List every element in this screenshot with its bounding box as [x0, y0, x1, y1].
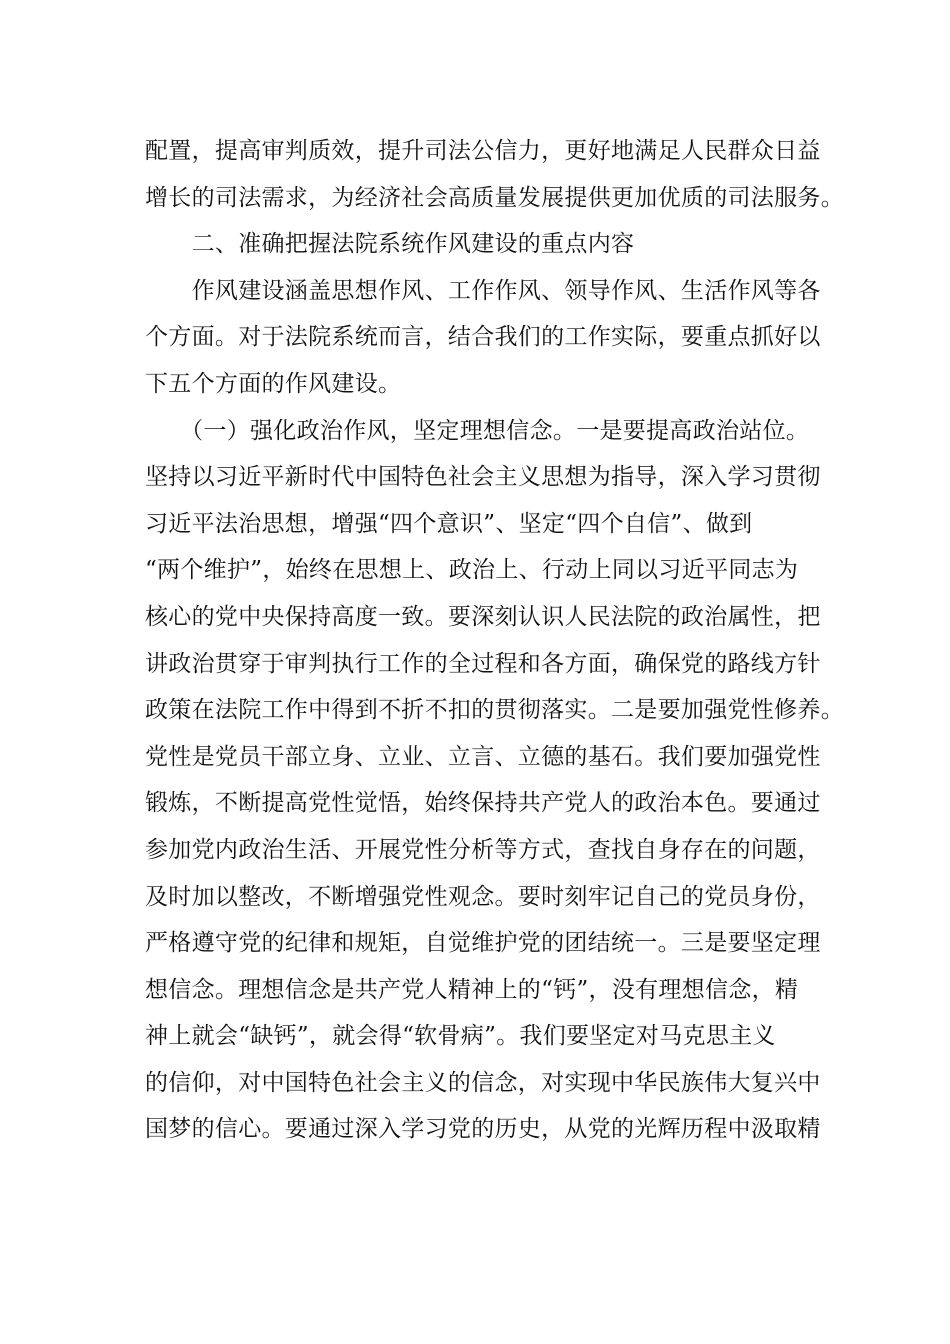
- text-line: 党性是党员干部立身、立业、立言、立德的基石。我们要加强党性: [145, 743, 821, 770]
- text-line: 下五个方面的作风建设。: [145, 370, 402, 397]
- document-body: [145, 128, 844, 1153]
- text-line: 严格遵守党的纪律和规矩，自觉维护党的团结统一。三是要坚定理: [145, 930, 821, 957]
- text-line: 参加党内政治生活、开展党性分析等方式，查找自身存在的问题，: [145, 836, 821, 863]
- text-line: 锻炼，不断提高党性觉悟，始终保持共产党人的政治本色。要通过: [145, 790, 821, 817]
- text-line: “两个维护”，始终在思想上、政治上、行动上同以习近平同志为: [145, 557, 799, 584]
- text-line: 作风建设涵盖思想作风、工作作风、领导作风、生活作风等各: [145, 277, 821, 304]
- text-line: 想信念。理想信念是共产党人精神上的“钙”，没有理想信念，精: [145, 976, 799, 1003]
- text-line: 的信仰，对中国特色社会主义的信念，对实现中华民族伟大复兴中: [145, 1069, 821, 1096]
- text-line: 讲政治贯穿于审判执行工作的全过程和各方面，确保党的路线方针: [145, 650, 821, 677]
- text-line: 个方面。对于法院系统而言，结合我们的工作实际，要重点抓好以: [145, 324, 821, 351]
- text-line: 核心的党中央保持高度一致。要深刻认识人民法院的政治属性，把: [145, 603, 821, 630]
- subsection-heading-line: （一）强化政治作风，坚定理想信念。一是要提高政治站位。: [145, 417, 810, 444]
- text-line: 神上就会“缺钙”，就会得“软骨病”。我们要坚定对马克思主义: [145, 1023, 776, 1050]
- text-line: 国梦的信心。要通过深入学习党的历史，从党的光辉历程中汲取精: [145, 1116, 821, 1143]
- text-line: 政策在法院工作中得到不折不扣的贯彻落实。二是要加强党性修养。: [145, 697, 844, 724]
- text-line: 配置，提高审判质效，提升司法公信力，更好地满足人民群众日益: [145, 138, 821, 164]
- text-line: 及时加以整改，不断增强党性观念。要时刻牢记自己的党员身份，: [145, 883, 821, 910]
- text-line: 坚持以习近平新时代中国特色社会主义思想为指导，深入学习贯彻: [145, 464, 821, 491]
- text-line: 习近平法治思想，增强“四个意识”、坚定“四个自信”、做到: [145, 510, 753, 537]
- section-heading: 二、准确把握法院系统作风建设的重点内容: [145, 231, 635, 258]
- text-line: 增长的司法需求，为经济社会高质量发展提供更加优质的司法服务。: [145, 184, 844, 211]
